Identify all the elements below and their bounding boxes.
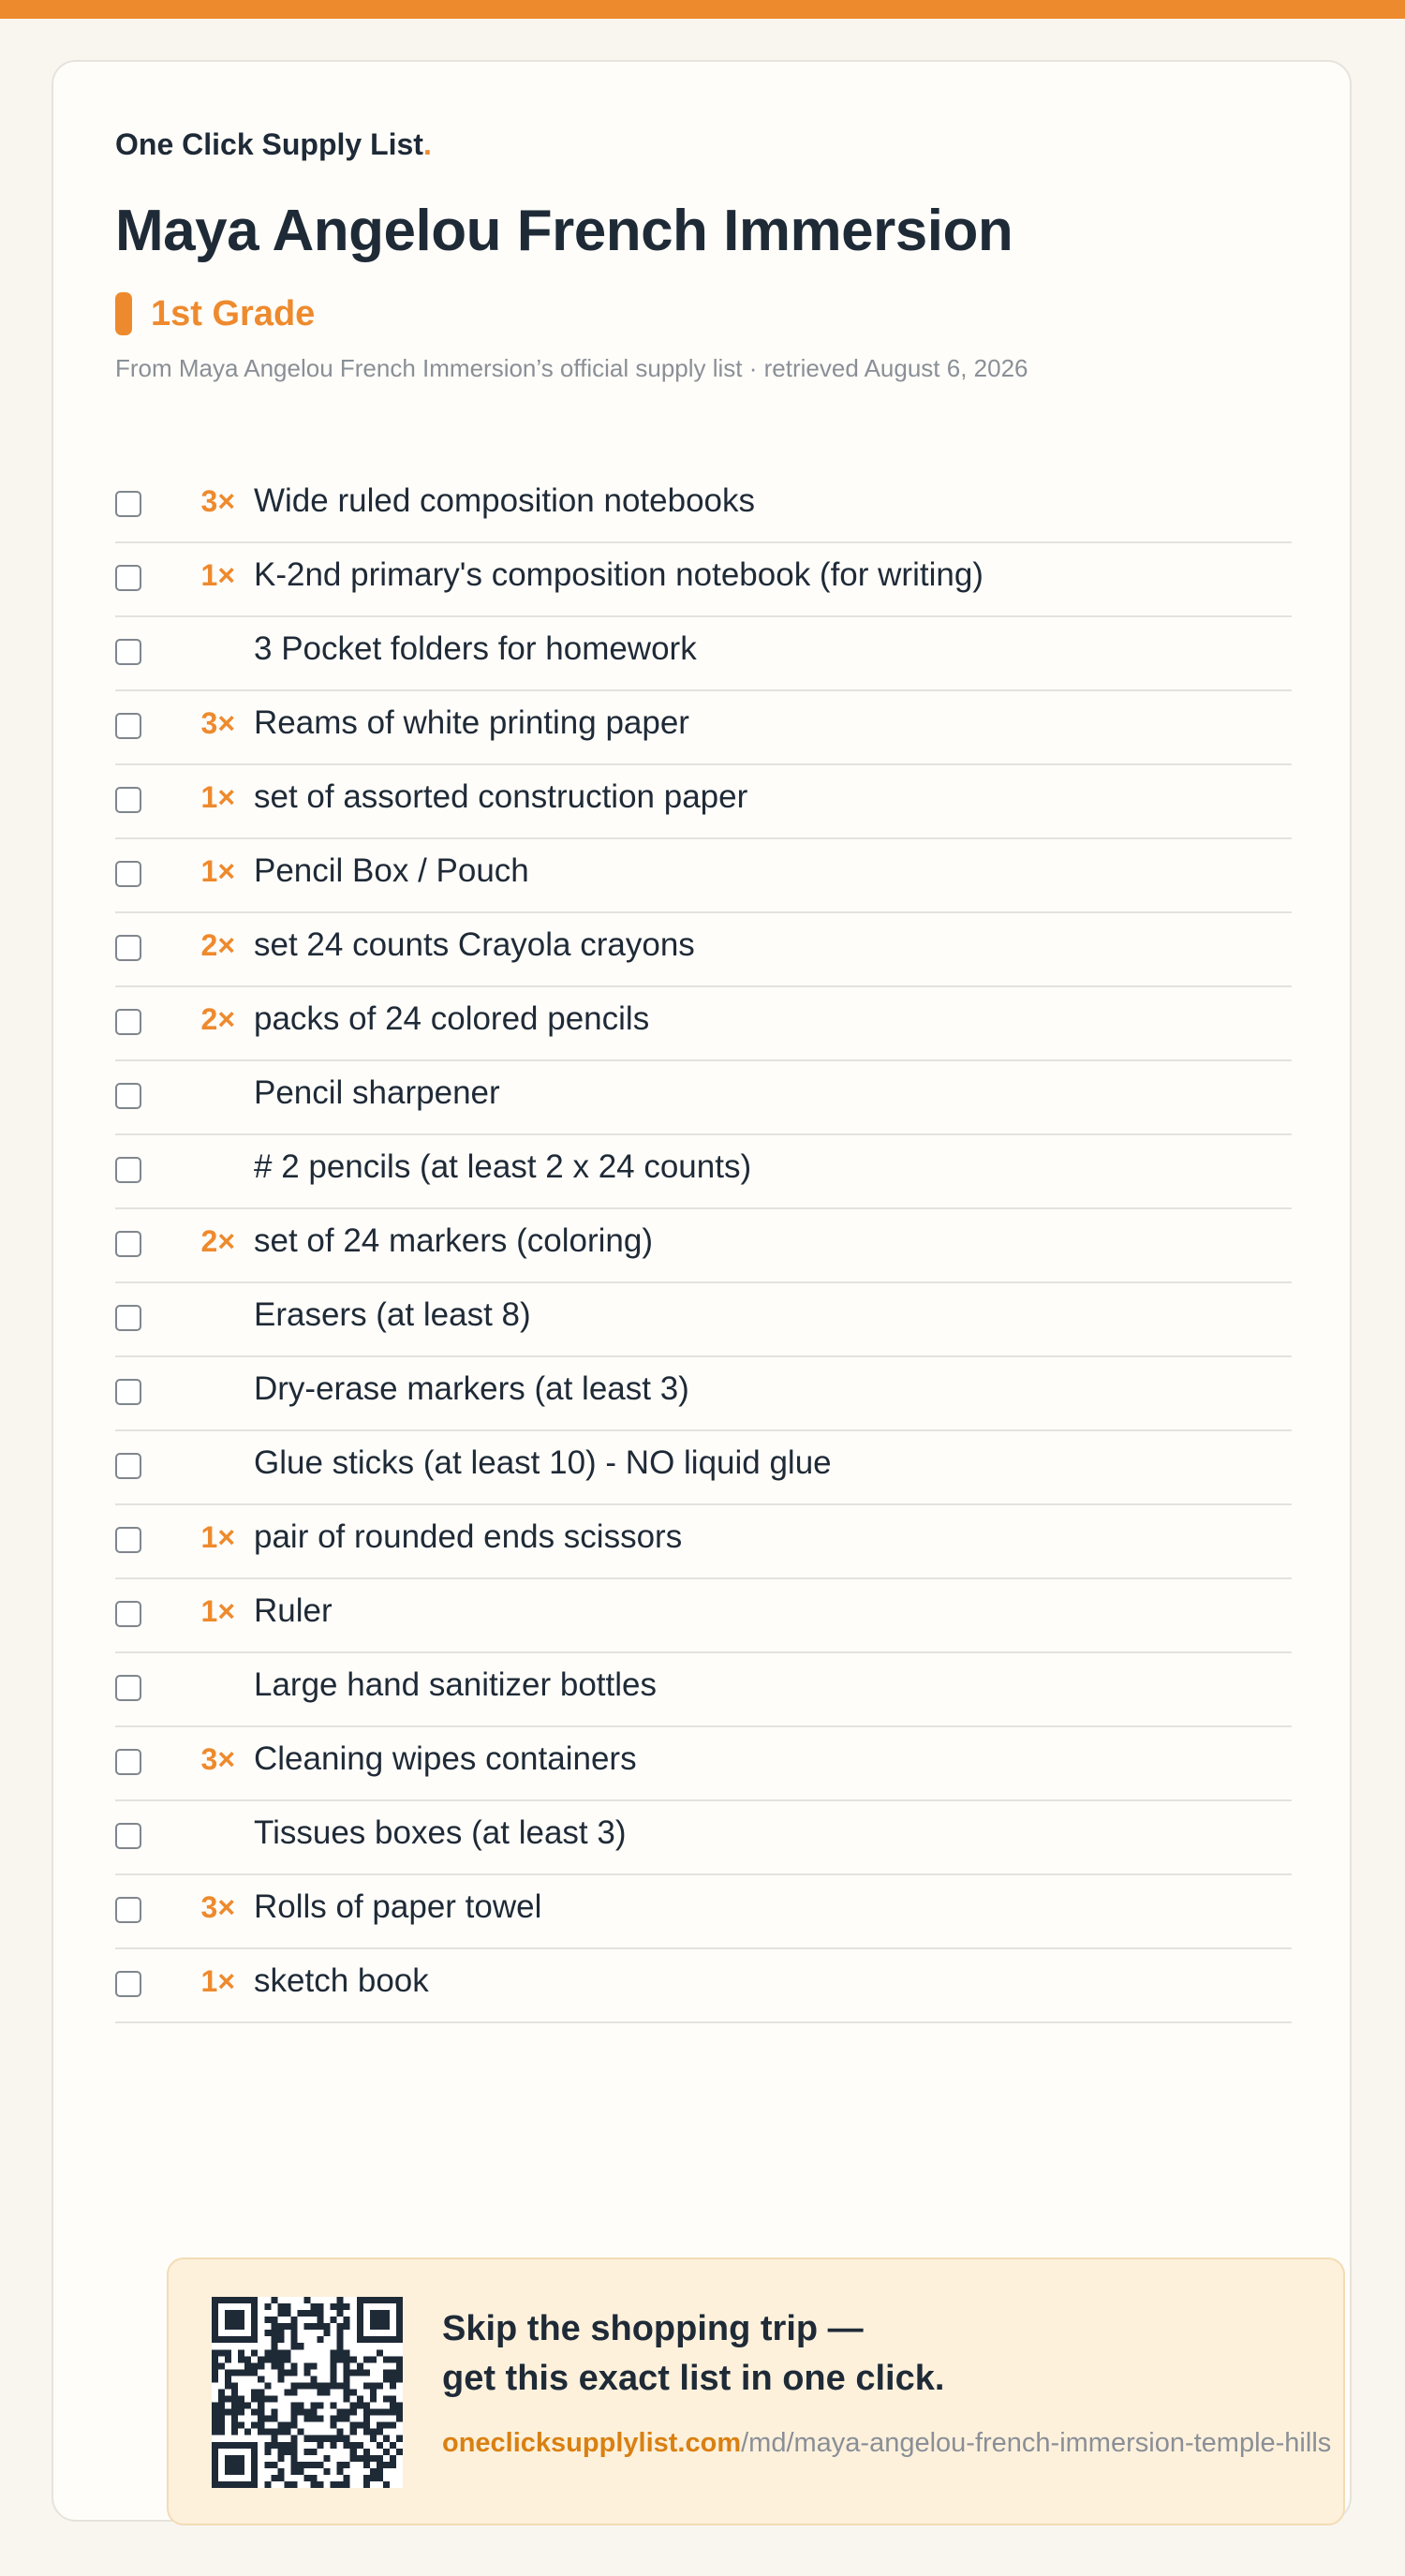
brand-name: One Click Supply List <box>115 127 423 161</box>
item-quantity: 1× <box>200 854 235 888</box>
item-checkbox[interactable] <box>115 935 141 961</box>
promo-banner <box>167 2258 1345 2525</box>
item-name: Cleaning wipes containers <box>254 1740 637 1777</box>
item-quantity: 2× <box>200 1002 235 1036</box>
list-item[interactable] <box>115 1135 1292 1209</box>
item-name: Pencil Box / Pouch <box>254 852 529 889</box>
item-checkbox[interactable] <box>115 1675 141 1701</box>
list-item[interactable] <box>115 839 1292 913</box>
item-checkbox[interactable] <box>115 1971 141 1997</box>
item-name: Wide ruled composition notebooks <box>254 482 756 519</box>
promo-link-path: /md/maya-angelou-french-immersion-temple-hills <box>741 2428 1332 2458</box>
list-item[interactable] <box>115 1801 1292 1875</box>
item-name: set 24 counts Crayola crayons <box>254 926 695 963</box>
item-checkbox[interactable] <box>115 861 141 887</box>
list-item[interactable] <box>115 1209 1292 1283</box>
item-checkbox[interactable] <box>115 1453 141 1479</box>
list-item[interactable] <box>115 691 1292 765</box>
list-item[interactable] <box>115 543 1292 617</box>
item-name: set of assorted construction paper <box>254 778 748 815</box>
item-name: Rolls of paper towel <box>254 1888 542 1925</box>
item-name: packs of 24 colored pencils <box>254 1000 650 1037</box>
promo-link-domain: oneclicksupplylist.com <box>442 2428 742 2458</box>
list-item[interactable] <box>115 469 1292 543</box>
item-name: sketch book <box>254 1962 429 1999</box>
item-name: pair of rounded ends scissors <box>254 1518 683 1555</box>
brand-logo[interactable] <box>115 127 432 162</box>
item-quantity: 3× <box>200 1742 235 1776</box>
item-name: Ruler <box>254 1592 333 1629</box>
source-note: From Maya Angelou French Immersion’s official supply list · retrieved August 6, 2026 <box>115 354 1028 382</box>
item-quantity: 2× <box>200 1224 235 1258</box>
list-item[interactable] <box>115 1949 1292 2023</box>
item-checkbox[interactable] <box>115 1305 141 1331</box>
promo-headline-line2: get this exact list in one click. <box>442 2359 945 2398</box>
item-checkbox[interactable] <box>115 787 141 813</box>
item-name: Dry-erase markers (at least 3) <box>254 1370 689 1407</box>
item-checkbox[interactable] <box>115 1897 141 1923</box>
item-name: Tissues boxes (at least 3) <box>254 1814 627 1851</box>
item-quantity: 1× <box>200 780 235 814</box>
list-item[interactable] <box>115 1357 1292 1431</box>
grade-marker-icon <box>115 292 132 335</box>
item-name: K-2nd primary's composition notebook (for writing) <box>254 556 984 593</box>
item-quantity: 1× <box>200 1594 235 1628</box>
item-checkbox[interactable] <box>115 1527 141 1553</box>
supply-list <box>115 469 1292 2023</box>
item-name: Reams of white printing paper <box>254 704 689 741</box>
list-item[interactable] <box>115 1579 1292 1653</box>
promo-headline <box>442 2304 944 2404</box>
promo-headline-line1: Skip the shopping trip — <box>442 2309 864 2348</box>
item-quantity: 1× <box>200 558 235 592</box>
list-item[interactable] <box>115 987 1292 1061</box>
list-item[interactable] <box>115 1431 1292 1505</box>
item-checkbox[interactable] <box>115 1009 141 1035</box>
item-quantity: 1× <box>200 1964 235 1998</box>
item-checkbox[interactable] <box>115 1379 141 1405</box>
list-item[interactable] <box>115 913 1292 987</box>
grade-label: 1st Grade <box>151 293 316 333</box>
item-name: Glue sticks (at least 10) - NO liquid glue <box>254 1444 832 1481</box>
list-item[interactable] <box>115 1875 1292 1949</box>
item-checkbox[interactable] <box>115 1823 141 1849</box>
item-name: Large hand sanitizer bottles <box>254 1666 657 1703</box>
item-checkbox[interactable] <box>115 1083 141 1109</box>
item-checkbox[interactable] <box>115 1601 141 1627</box>
item-checkbox[interactable] <box>115 1231 141 1257</box>
supply-list-card <box>52 60 1352 2522</box>
list-item[interactable] <box>115 1061 1292 1135</box>
item-name: # 2 pencils (at least 2 x 24 counts) <box>254 1148 752 1185</box>
list-item[interactable] <box>115 1283 1292 1357</box>
list-item[interactable] <box>115 765 1292 839</box>
item-name: Pencil sharpener <box>254 1074 500 1111</box>
item-quantity: 2× <box>200 928 235 962</box>
item-name: set of 24 markers (coloring) <box>254 1222 653 1259</box>
item-checkbox[interactable] <box>115 491 141 517</box>
top-accent-bar <box>0 0 1405 19</box>
promo-link[interactable] <box>442 2428 1331 2459</box>
item-quantity: 3× <box>200 1890 235 1924</box>
item-name: Erasers (at least 8) <box>254 1296 531 1333</box>
grade-heading <box>115 292 315 335</box>
item-checkbox[interactable] <box>115 713 141 739</box>
item-checkbox[interactable] <box>115 565 141 591</box>
page-title: Maya Angelou French Immersion <box>115 199 1013 263</box>
brand-dot: . <box>422 127 432 161</box>
item-quantity: 1× <box>200 1520 235 1554</box>
qr-code-icon[interactable] <box>212 2297 403 2488</box>
list-item[interactable] <box>115 1727 1292 1801</box>
item-quantity: 3× <box>200 484 235 518</box>
item-checkbox[interactable] <box>115 1157 141 1183</box>
list-item[interactable] <box>115 1653 1292 1727</box>
item-checkbox[interactable] <box>115 1749 141 1775</box>
item-checkbox[interactable] <box>115 639 141 665</box>
list-item[interactable] <box>115 617 1292 691</box>
item-name: 3 Pocket folders for homework <box>254 630 697 667</box>
item-quantity: 3× <box>200 706 235 740</box>
list-item[interactable] <box>115 1505 1292 1579</box>
